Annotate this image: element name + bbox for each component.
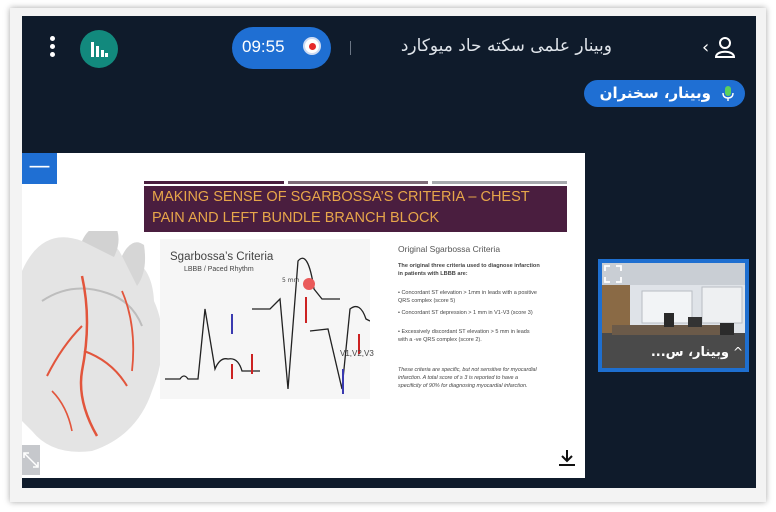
criteria-bullet: • Excessively discordant ST elevation > 5 mm in leads with a -ve QRS complex (score 2). — [398, 329, 530, 343]
expand-slide-button[interactable] — [22, 445, 40, 475]
expand-icon[interactable] — [604, 265, 622, 283]
minimize-slide-button[interactable]: — — [22, 153, 57, 184]
speaker-label: وبینار، سخنران — [599, 84, 711, 102]
bar-chart-icon — [89, 39, 109, 59]
expand-icon — [22, 451, 40, 469]
criteria-bullet: • Concordant ST elevation > 1mm in leads with a positive QRS complex (score 5) — [398, 290, 537, 304]
ecg-graph — [160, 239, 374, 399]
slide-deco-bar — [288, 181, 428, 184]
active-speaker-tag[interactable] — [584, 80, 745, 107]
criteria-title: Original Sgarbossa Criteria — [398, 244, 501, 254]
criteria-intro: The original three criteria used to diagnose infarction in patients with LBBB are: — [398, 263, 540, 277]
stats-button[interactable] — [80, 30, 118, 68]
ecg-waveform — [160, 239, 370, 399]
camera-tile[interactable] — [598, 259, 749, 372]
chevron-left-icon[interactable]: ‹ — [702, 37, 710, 58]
slide-deco-bar — [144, 181, 284, 184]
slide-title-line-2: PAIN AND LEFT BUNDLE BRANCH BLOCK — [152, 210, 440, 226]
chevron-up-icon[interactable]: ^ — [732, 345, 743, 359]
header-divider — [350, 41, 351, 55]
kebab-menu-icon[interactable] — [48, 36, 56, 58]
graph-mm-label: 5 mm — [282, 277, 300, 284]
criteria-note: These criteria are specific, but not sensitive for myocardial infarction. A total score of ≥ 3 is reported to have a specificity of 90% for diagnosing myocardial infarction. — [398, 367, 537, 389]
camera-label: وبینار، س... — [650, 345, 729, 360]
slide-title-box — [144, 186, 567, 232]
webinar-title: وبینار علمی سکته حاد میوکارد — [400, 36, 612, 56]
webinar-app — [22, 16, 756, 488]
user-icon[interactable] — [714, 36, 736, 58]
slide-title-line-1: MAKING SENSE OF SGARBOSSA’S CRITERIA – CHEST — [152, 189, 530, 205]
presentation-slide — [22, 153, 585, 478]
download-icon[interactable] — [558, 449, 576, 467]
timer-text: 09:55 — [242, 37, 285, 56]
slide-deco-bar — [432, 181, 567, 184]
record-icon[interactable] — [303, 37, 321, 55]
criteria-bullet: • Concordant ST depression > 1 mm in V1-V3 (score 3) — [398, 310, 533, 316]
microphone-icon — [721, 85, 735, 102]
graph-leads-label: V1,V2,V3 — [340, 349, 374, 358]
graph-subtitle: LBBB / Paced Rhythm — [184, 266, 254, 273]
recording-timer-pill[interactable] — [232, 27, 331, 69]
graph-title: Sgarbossa’s Criteria — [170, 251, 274, 263]
